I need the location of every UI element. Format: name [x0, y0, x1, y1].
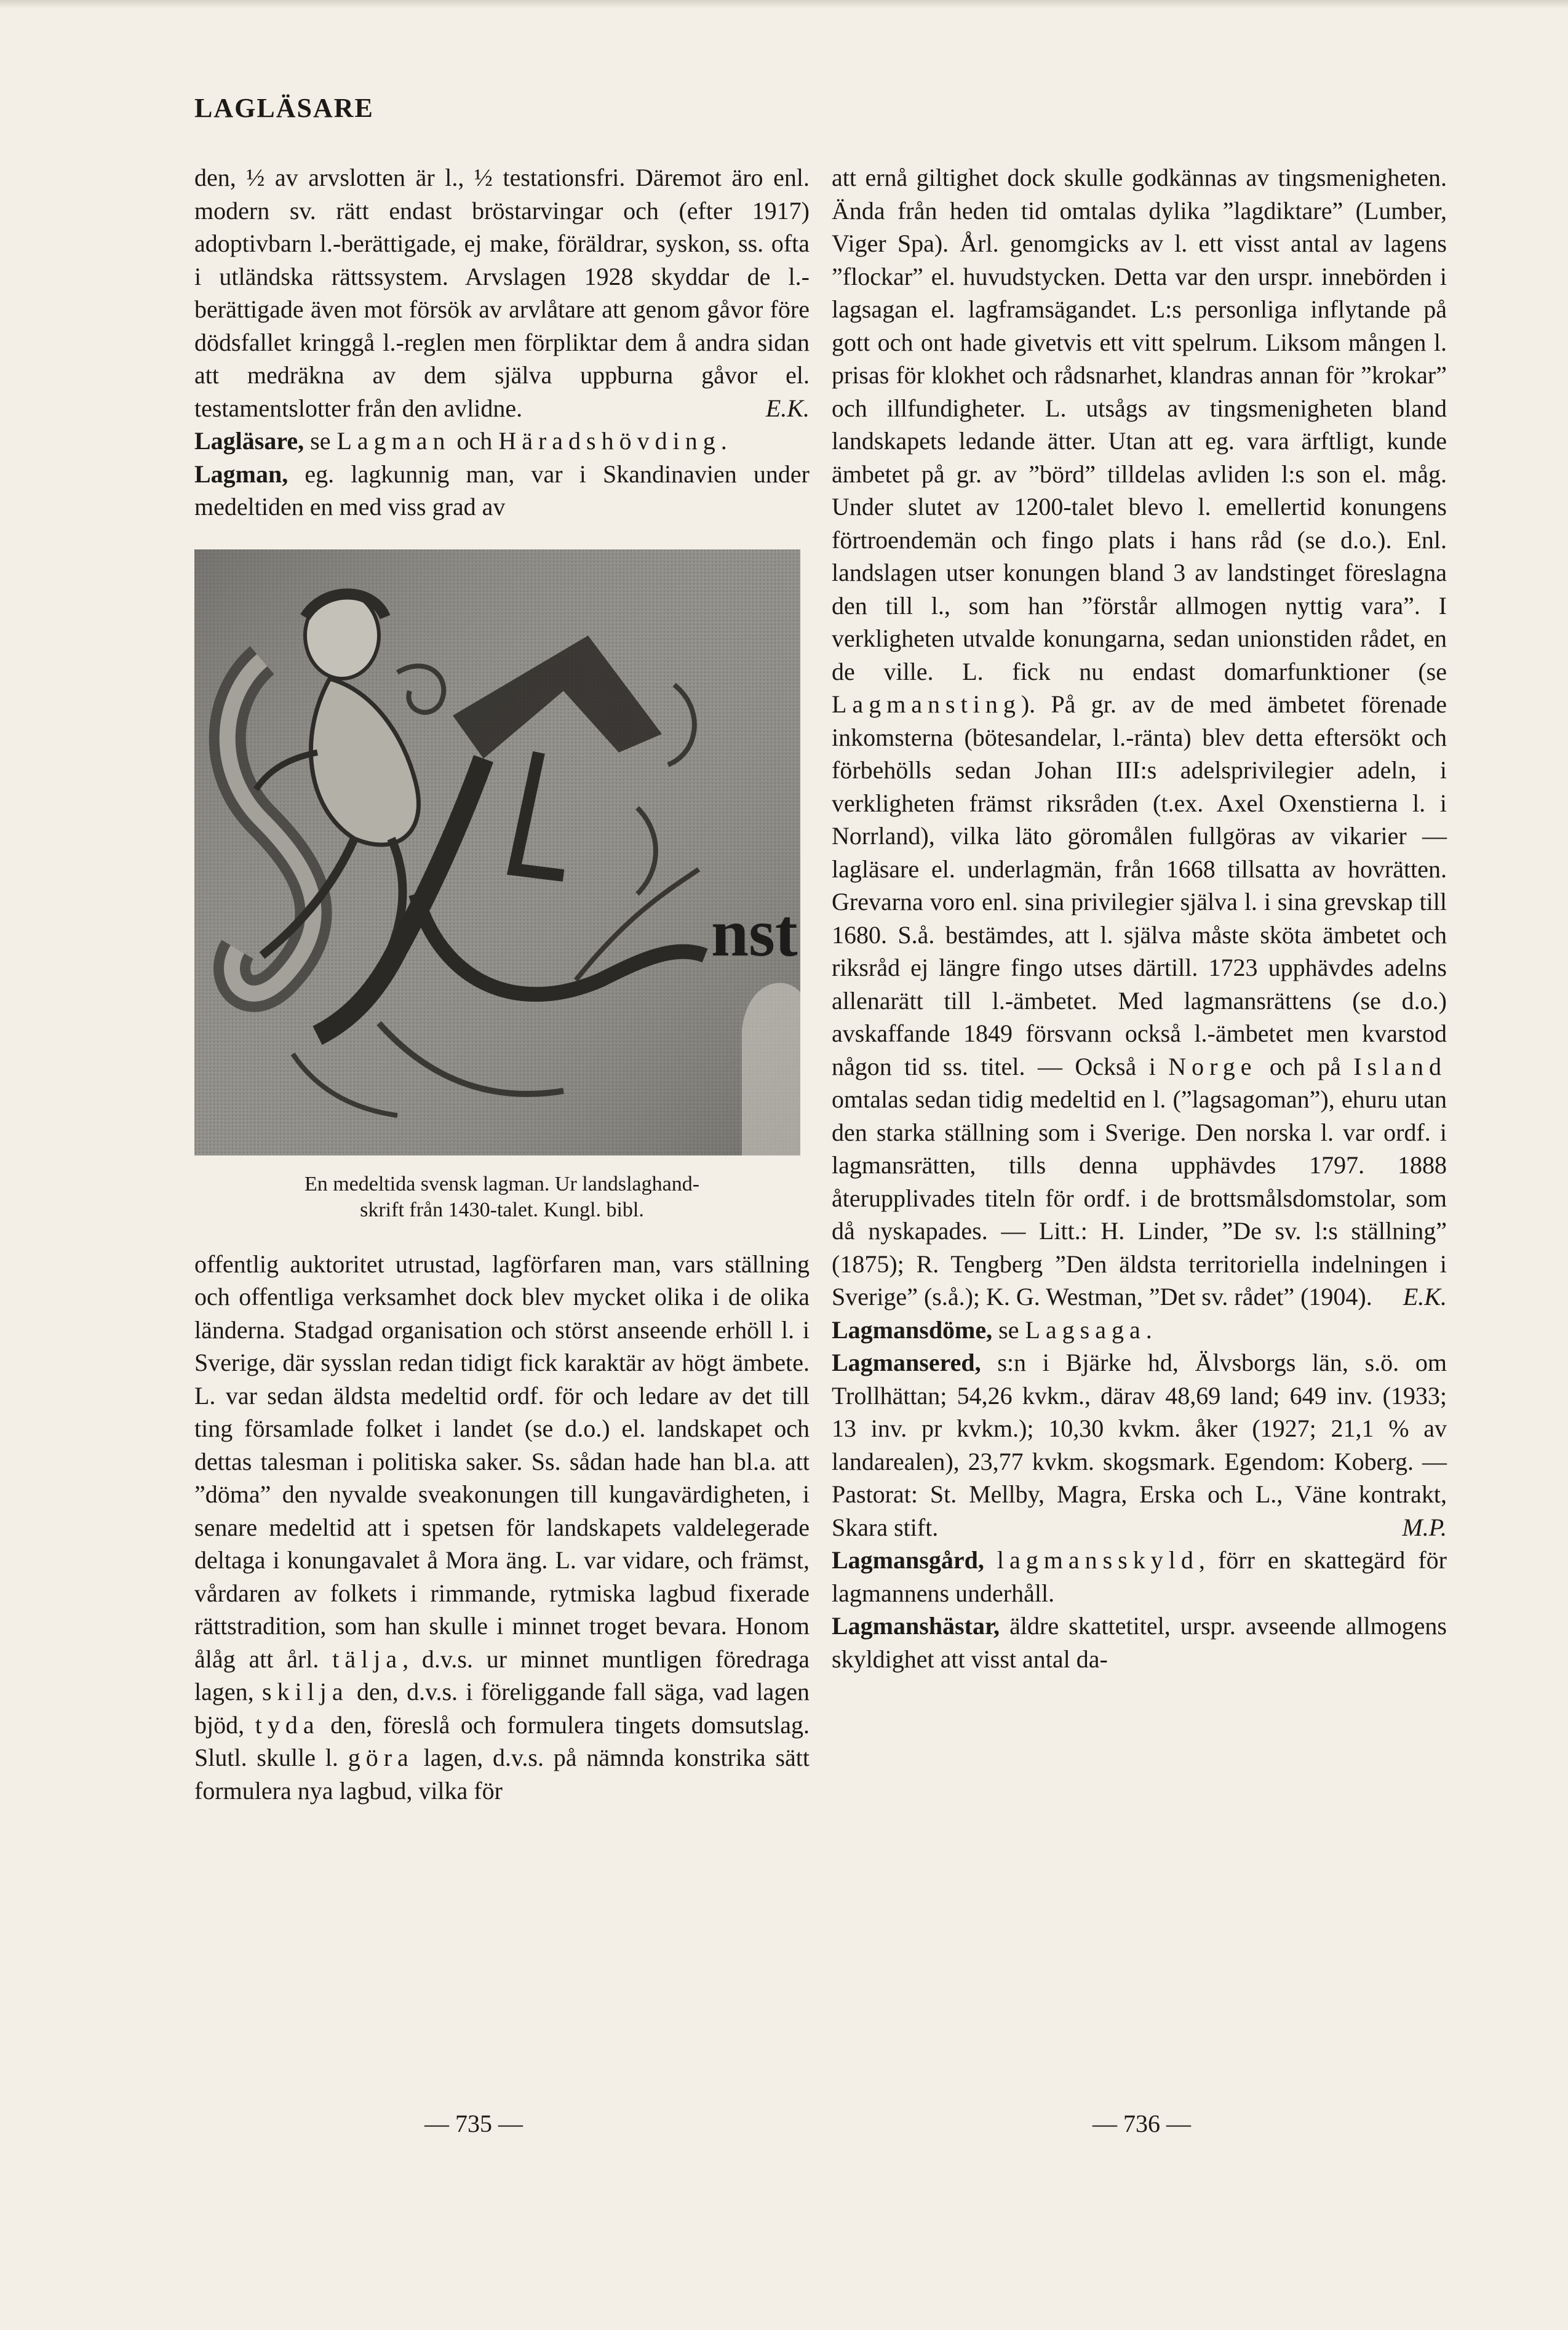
entry-lagmanshastar: Lagmanshästar, äldre skattetitel, urspr. avseende allmogens skyldighet att visst antal da- — [832, 1612, 1447, 1673]
page-number-left: — 735 — — [424, 2110, 523, 2137]
entry-headword: Lagmansgård, — [832, 1546, 984, 1574]
entry-lagman: Lagman, eg. lagkunnig man, var i Skandinavien under medeltiden en med viss grad av — [194, 460, 810, 521]
medieval-manuscript-illustration — [194, 549, 800, 1155]
paragraph-lagman-continued: offentlig auktoritet utrustad, lagförfaren man, vars ställning och offentliga verksamhet dock blev mycket olika i de olika länderna. Stadgad organisation och störst anseende erhöll l. i Sverige, där sysslan redan tidigt fick karaktär av högt ämbete. L. var sedan äldsta medeltid ordf. för och ledare av det till ting församlade folket i landet (se d.o.) el. landskapet och dettas talesman i politiska saker. Ss. sådan hade han bl.a. att ”döma” den nyvalde sveakonungen till kungavärdigheten, i senare medeltid att i spetsen för landskapets valdelegerade deltaga i konungavalet å Mora äng. L. var vidare, och främst, vårdaren av folkets i rimmande, rytmiska lagbud fixerade rättstradition, som han skulle i minnet troget bevara. Honom ålåg att årl. tälja, d.v.s. ur minnet muntligen föredraga lagen, skilja den, d.v.s. i föreliggande fall säga, vad lagen bjöd, tyda den, föreslå och formulera tingets domsutslag. Slutl. skulle l. göra lagen, d.v.s. på nämnda konstrika sätt formulera nya lagbud, vilka för — [194, 1250, 810, 1805]
emphasis-term: Island — [1353, 1052, 1447, 1080]
entry-headword: Lagläsare, — [194, 427, 304, 455]
paragraph-lagman-history: att ernå giltighet dock skulle godkännas av tingsmenigheten. Ända från heden tid omtalas dylika ”lagdiktare” (Lumber, Viger Spa). Årl. genomgicks av l. ett visst antal av lagens ”flockar” el. huvudstycken. Detta var den urspr. innebörden i lagsagan el. lagframsägandet. L:s personliga inflytande på gott och ont hade givetvis ett vitt spelrum. Liksom mången l. prisas för klokhet och rådsnarhet, klandras annan för ”krokar” och illfundigheter. L. utsågs av tingsmenigheten bland landskapets ledande ätter. Utan att eg. vara ärftligt, kunde ämbetet på gr. av ”börd” tilldelas avliden l:s son el. måg. Under slutet av 1200-talet blevo l. emellertid konungens förtroendemän och fingo plats i hans råd (se d.o.). Enl. landslagen utser konungen bland 3 av landstinget föreslagna den till l., som han ”förstår allmogen nyttig vara”. I verkligheten utvalde konungarna, sedan unionstiden rådet, en de ville. L. fick nu endast domarfunktioner (se Lagmansting). På gr. av de med ämbetet förenade inkomsterna (bötesandelar, l.-ränta) blev detta eftersökt och förbehölls sedan Johan III:s adelsprivilegier adeln, i verkligheten främst riksråden (t.ex. Axel Oxenstierna l. i Norrland), vilka läto göromålen fullgöras av vikarier — lagläsare el. underlagmän, från 1668 tillsatta av hovrätten. Grevarna voro enl. sina privilegier själva l. i sina grevskap till 1680. S.å. bestämdes, att l. själva måste sköta ämbetet och riksråd ej längre fingo utses därtill. 1723 upphävdes adelns allenarätt till l.-ämbetet. Med lagmansrättens (se d.o.) avskaffande 1849 försvann också l.-ämbetet men kvarstod någon tid ss. titel. — Också i Norge och på Island omtalas sedan tidig medeltid en l. (”lagsagoman”), ehuru utan den starka ställning som i Sverige. Den norska l. var ordf. i lagmansrätten, tills denna upphävdes 1797. 1888 återupplivades titeln för ordf. i de brottsmålsdomstolar, som då nyskapades. — Litt.: H. Linder, ”De sv. l:s ställning” (1875); R. Tengberg ”Den äldsta territoriella indelningen i Sverige” (s.å.); K. G. Westman, ”Det sv. rådet” (1904). E.K. — [832, 161, 1447, 1314]
cross-reference: Lagmansting — [832, 690, 1021, 718]
emphasis-term: tyda — [255, 1710, 320, 1739]
entry-laglasare: Lagläsare, se Lagman och Häradshövding. — [194, 427, 733, 455]
author-signature: M.P. — [1402, 1513, 1447, 1541]
page-number-right: — 736 — — [1092, 2110, 1191, 2137]
entry-lagmansered: Lagmansered, s:n i Bjärke hd, Älvsborgs län, s.ö. om Trollhättan; 54,26 kvkm., därav 48,69 land; 649 inv. (1933; 13 inv. pr kvkm.); 10,30 kvkm. åker (1927; 21,1 % av landarealen), 23,77 kvkm. skogsmark. Egendom: Koberg. — Pastorat: St. Mellby, Magra, Erska och L., Väne kontrakt, Skara stift. M.P. — [832, 1346, 1447, 1544]
emphasis-term: tälja — [332, 1645, 403, 1673]
emphasis-term: göra — [348, 1744, 414, 1771]
entry-headword: Lagman, — [194, 460, 289, 488]
figure-lagman — [194, 549, 810, 1223]
author-signature: E.K. — [765, 394, 810, 422]
cross-reference: lagmansskyld — [997, 1546, 1199, 1574]
figure-caption: En medeltida svensk lagman. Ur landslaghand- skrift från 1430-talet. Kungl. bibl. — [304, 1172, 700, 1221]
emphasis-term: Norge — [1168, 1052, 1257, 1080]
entry-headword: Lagmanshästar, — [832, 1612, 1000, 1640]
entry-headword: Lagmansered, — [832, 1349, 981, 1376]
emphasis-term: skilja — [261, 1678, 349, 1706]
left-column — [194, 161, 810, 1807]
entry-lagmansgard: Lagmansgård, lagmansskyld, förr en skattegärd för lagmannens underhåll. — [832, 1546, 1447, 1607]
manuscript-text-fragment: nst — [711, 895, 798, 970]
right-column — [832, 161, 1447, 1675]
author-signature: E.K. — [1403, 1283, 1447, 1311]
page-top-edge — [0, 0, 1568, 9]
entry-lagmansdome: Lagmansdöme, se Lagsaga. — [832, 1315, 1158, 1344]
cross-reference: Lagman — [336, 427, 451, 455]
cross-reference: Häradshövding. — [498, 427, 733, 455]
paragraph-arvslott: den, ½ av arvslotten är l., ½ testationsfri. Däremot äro enl. modern sv. rätt endast bröstarvingar och (efter 1917) adoptivbarn l.-berättigade, ej make, föräldrar, syskon, ss. ofta i utländska rättssystem. Arvslagen 1928 skyddar de l.-berättigade även mot försök av arvlåtare att genom gåvor före dödsfallet kringgå l.-reglen men förpliktar dem å andra sidan att medräkna av dem själva uppburna gåvor el. testamentslotter från den avlidne. E.K. — [194, 161, 810, 425]
running-header: LAGLÄSARE — [194, 93, 374, 123]
entry-headword: Lagmansdöme, — [832, 1315, 993, 1344]
cross-reference: Lagsaga. — [1025, 1315, 1158, 1344]
